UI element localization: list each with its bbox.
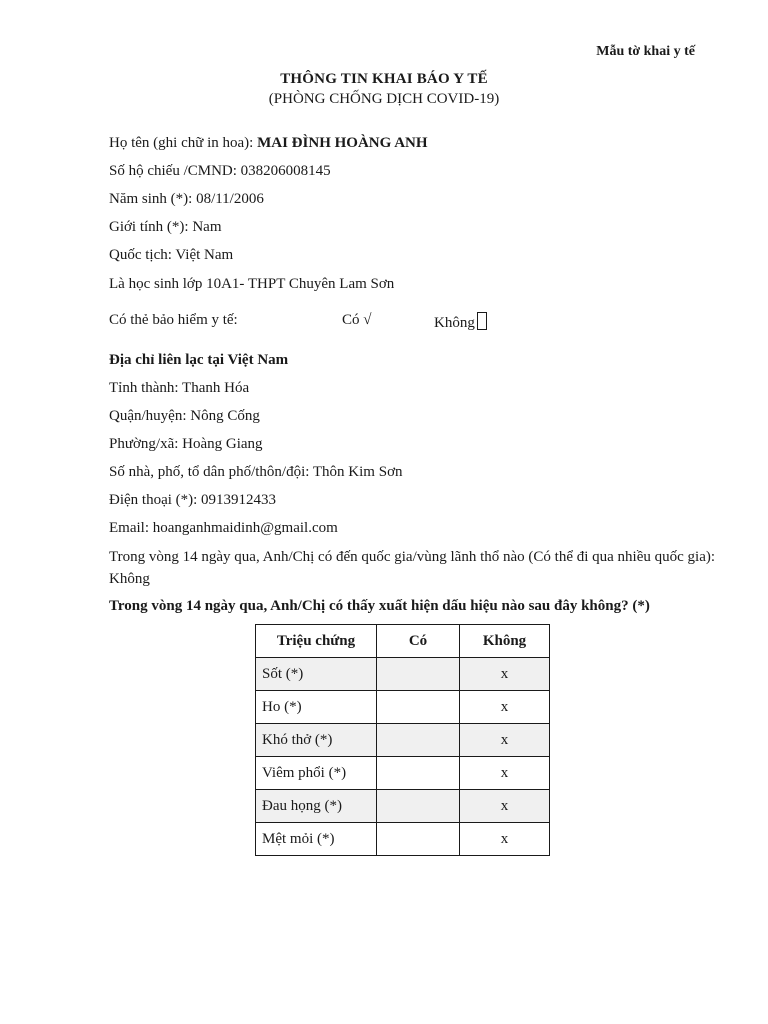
name-line <box>109 135 428 152</box>
insurance-no-option <box>434 312 487 332</box>
table-row <box>256 691 550 724</box>
table-row <box>256 724 550 757</box>
name-label: Họ tên (ghi chữ in hoa): <box>109 135 258 151</box>
yes-cell <box>377 658 460 691</box>
yes-cell <box>377 757 460 790</box>
table-row <box>256 658 550 691</box>
no-cell: x <box>460 823 550 856</box>
no-cell: x <box>460 757 550 790</box>
yes-cell <box>377 724 460 757</box>
province-line: Tỉnh thành: Thanh Hóa <box>109 380 250 396</box>
column-header-symptom: Triệu chứng <box>256 625 377 658</box>
symptom-cell: Mệt mỏi (*) <box>256 823 377 856</box>
name-value: MAI ĐÌNH HOÀNG ANH <box>257 135 428 151</box>
yes-cell <box>377 691 460 724</box>
page-subtitle: (PHÒNG CHỐNG DỊCH COVID-19) <box>268 91 500 107</box>
symptom-table <box>255 624 550 856</box>
gender-line: Giới tính (*): Nam <box>109 219 222 235</box>
table-header-row <box>256 625 550 658</box>
column-header-no: Không <box>460 625 550 658</box>
symptom-cell: Khó thở (*) <box>256 724 377 757</box>
district-line: Quận/huyện: Nông Cống <box>109 408 260 424</box>
no-cell: x <box>460 790 550 823</box>
no-cell: x <box>460 658 550 691</box>
school-line: Là học sinh lớp 10A1- THPT Chuyên Lam Sơn <box>109 276 395 292</box>
symptom-cell: Sốt (*) <box>256 658 377 691</box>
symptom-cell: Đau họng (*) <box>256 790 377 823</box>
symptom-cell: Ho (*) <box>256 691 377 724</box>
yes-cell <box>377 790 460 823</box>
table-row <box>256 790 550 823</box>
birth-line: Năm sinh (*): 08/11/2006 <box>109 191 264 207</box>
insurance-label: Có thẻ bảo hiểm y tế: <box>109 312 238 328</box>
ward-line: Phường/xã: Hoàng Giang <box>109 436 263 452</box>
table-row <box>256 757 550 790</box>
nationality-line: Quốc tịch: Việt Nam <box>109 247 234 263</box>
insurance-line <box>109 312 529 334</box>
page-title: THÔNG TIN KHAI BÁO Y TẾ <box>280 71 488 87</box>
travel-line: Trong vòng 14 ngày qua, Anh/Chị có đến quốc gia/vùng lãnh thổ nào (Có thể đi qua nhiều quốc gia): Không <box>109 549 716 587</box>
column-header-yes: Có <box>377 625 460 658</box>
yes-cell <box>377 823 460 856</box>
insurance-yes-option: Có √ <box>342 312 372 328</box>
insurance-no-label: Không <box>434 315 475 331</box>
no-cell: x <box>460 691 550 724</box>
symptom-cell: Viêm phổi (*) <box>256 757 377 790</box>
empty-checkbox-icon <box>477 312 487 330</box>
symptom-question: Trong vòng 14 ngày qua, Anh/Chị có thấy xuất hiện dấu hiệu nào sau đây không? (*) <box>109 598 650 614</box>
passport-line: Số hộ chiếu /CMND: 038206008145 <box>109 163 331 179</box>
form-template-label: Mẫu tờ khai y tế <box>596 44 695 59</box>
phone-line: Điện thoại (*): 0913912433 <box>109 492 277 508</box>
address-heading: Địa chỉ liên lạc tại Việt Nam <box>109 352 289 368</box>
no-cell: x <box>460 724 550 757</box>
table-row <box>256 823 550 856</box>
email-line: Email: hoanganhmaidinh@gmail.com <box>109 520 338 536</box>
street-line: Số nhà, phố, tổ dân phố/thôn/đội: Thôn Kim Sơn <box>109 464 403 480</box>
